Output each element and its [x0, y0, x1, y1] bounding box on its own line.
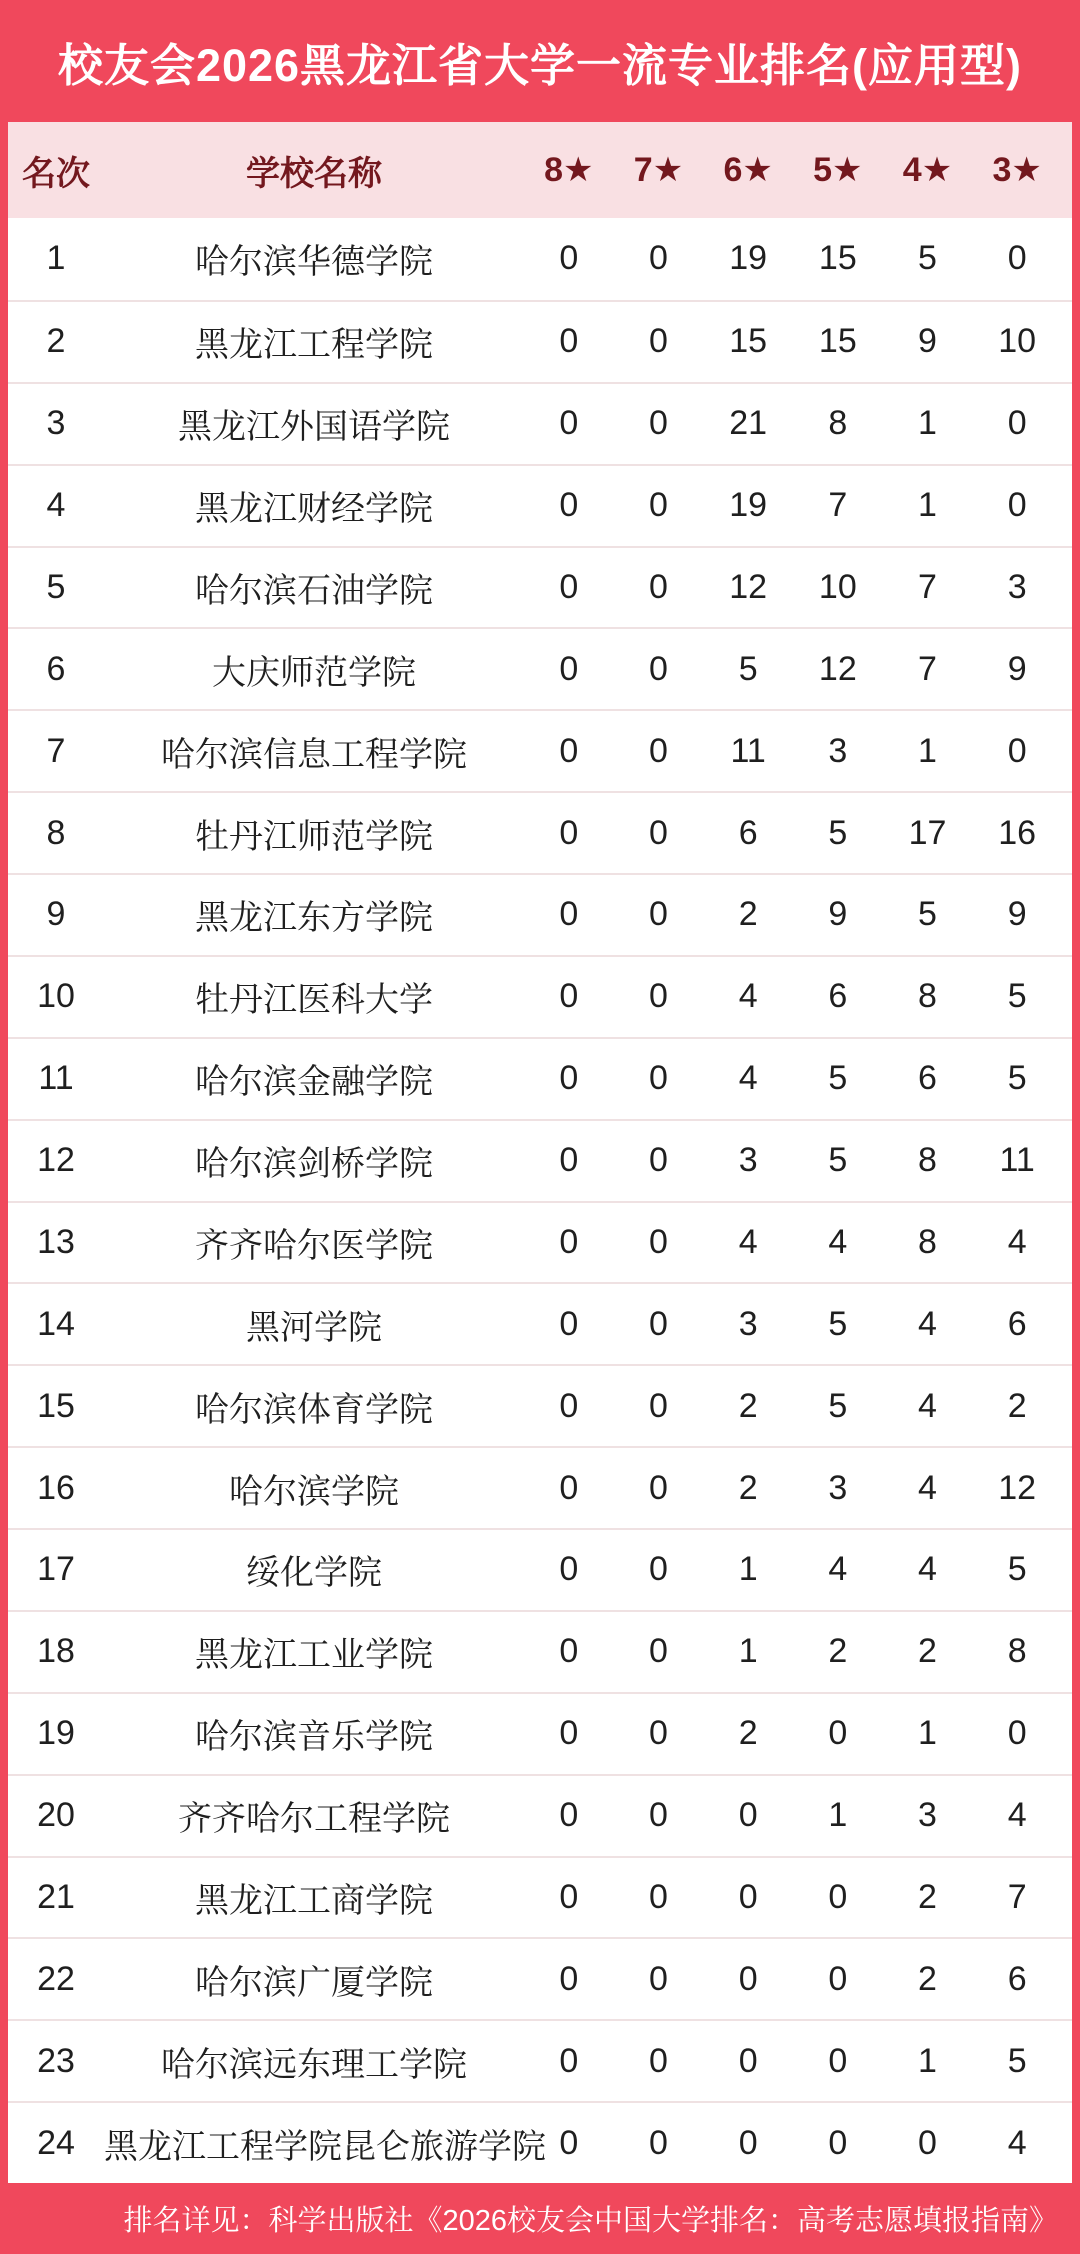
- star-count-cell: 0: [649, 1714, 668, 1753]
- school-cell: 哈尔滨石油学院: [195, 571, 433, 610]
- star-count-cell: 9: [918, 322, 937, 361]
- rank-cell: 14: [37, 1304, 75, 1343]
- star-count-cell: 0: [1007, 731, 1027, 770]
- column-header-school: 学校名称: [246, 154, 382, 193]
- star-count-cell: 8: [918, 1222, 937, 1261]
- star-count-cell: 2: [828, 1632, 848, 1671]
- star-count-cell: 1: [918, 486, 937, 525]
- star-count-cell: 0: [559, 2041, 579, 2080]
- star-count-cell: 0: [738, 2041, 758, 2080]
- star-count-cell: 5: [738, 649, 758, 688]
- star-count-cell: 0: [559, 1304, 579, 1343]
- star-count-cell: 5: [1007, 977, 1027, 1016]
- table-row: [8, 218, 1072, 300]
- star-count-cell: 2: [918, 1877, 937, 1916]
- star-count-cell: 0: [559, 567, 579, 606]
- table-row: [8, 546, 1072, 628]
- star-count-cell: 0: [828, 1877, 848, 1916]
- star-count-cell: 12: [998, 1468, 1037, 1507]
- rank-cell: 24: [37, 2123, 75, 2162]
- star-count-cell: 0: [738, 1877, 758, 1916]
- star-count-cell: 6: [1007, 1304, 1027, 1343]
- star-count-cell: 2: [738, 1714, 758, 1753]
- rank-cell: 5: [46, 567, 66, 606]
- rank-cell: 11: [38, 1059, 74, 1098]
- star-count-cell: 0: [649, 1386, 668, 1425]
- star-count-cell: 2: [918, 1959, 937, 1998]
- table-row: [8, 464, 1072, 546]
- star-count-cell: 0: [649, 322, 668, 361]
- star-count-cell: 8: [918, 1141, 937, 1180]
- star-count-cell: 4: [738, 1059, 758, 1098]
- column-header-star-4: 4★: [902, 151, 953, 189]
- star-count-cell: 4: [918, 1304, 937, 1343]
- column-header-star-6: 6★: [723, 151, 773, 189]
- title-banner: [0, 0, 1080, 122]
- star-count-cell: 4: [828, 1550, 848, 1589]
- star-count-cell: 6: [1007, 1959, 1027, 1998]
- star-count-cell: 0: [918, 2123, 937, 2162]
- table-row: [8, 2101, 1072, 2183]
- column-header-star-8: 8★: [544, 151, 594, 189]
- star-count-cell: 0: [828, 1714, 848, 1753]
- star-count-cell: 5: [1007, 1059, 1027, 1098]
- star-count-cell: 1: [738, 1632, 758, 1671]
- star-count-cell: 2: [738, 1386, 758, 1425]
- star-count-cell: 12: [818, 649, 857, 688]
- star-count-cell: 8: [828, 404, 848, 443]
- star-count-cell: 5: [828, 813, 848, 852]
- rank-cell: 1: [46, 239, 66, 278]
- star-count-cell: 15: [729, 322, 768, 361]
- star-count-cell: 6: [738, 813, 758, 852]
- star-count-cell: 8: [1007, 1632, 1027, 1671]
- rank-cell: 4: [46, 486, 66, 525]
- column-header-star-5: 5★: [813, 151, 863, 189]
- star-count-cell: 0: [828, 1959, 848, 1998]
- table-row: [8, 955, 1072, 1037]
- star-count-cell: 0: [1007, 1714, 1027, 1753]
- rank-cell: 18: [37, 1632, 75, 1671]
- school-cell: 哈尔滨华德学院: [195, 243, 433, 282]
- school-cell: 哈尔滨音乐学院: [195, 1718, 433, 1757]
- school-cell: 黑龙江工商学院: [195, 1881, 433, 1920]
- rank-cell: 8: [46, 813, 66, 852]
- star-count-cell: 5: [1007, 2041, 1027, 2080]
- star-count-cell: 0: [649, 2041, 668, 2080]
- rank-cell: 9: [46, 895, 66, 934]
- star-count-cell: 3: [738, 1141, 758, 1180]
- rank-cell: 6: [46, 649, 66, 688]
- star-count-cell: 0: [559, 1959, 579, 1998]
- table-row: [8, 1282, 1072, 1364]
- school-cell: 大庆师范学院: [212, 653, 416, 692]
- star-count-cell: 0: [559, 1059, 579, 1098]
- star-count-cell: 0: [559, 1141, 579, 1180]
- star-count-cell: 0: [1007, 486, 1027, 525]
- star-count-cell: 0: [649, 649, 668, 688]
- star-count-cell: 1: [738, 1550, 758, 1589]
- star-count-cell: 2: [738, 1468, 758, 1507]
- school-cell: 哈尔滨信息工程学院: [161, 735, 467, 774]
- star-count-cell: 5: [1007, 1550, 1027, 1589]
- rank-cell: 16: [37, 1468, 75, 1507]
- star-count-cell: 1: [918, 404, 937, 443]
- rank-cell: 7: [46, 731, 66, 770]
- footer-bar: [0, 2183, 1080, 2254]
- star-count-cell: 4: [738, 977, 758, 1016]
- star-count-cell: 0: [559, 1877, 579, 1916]
- school-cell: 黑龙江财经学院: [195, 490, 433, 529]
- school-cell: 哈尔滨远东理工学院: [161, 2045, 467, 2084]
- table-row: [8, 1774, 1072, 1856]
- star-count-cell: 0: [828, 2041, 848, 2080]
- star-count-cell: 4: [918, 1386, 937, 1425]
- star-count-cell: 0: [559, 1796, 579, 1835]
- star-count-cell: 6: [918, 1059, 937, 1098]
- star-count-cell: 6: [828, 977, 848, 1016]
- table-row: [8, 1692, 1072, 1774]
- rank-cell: 23: [37, 2041, 75, 2080]
- star-count-cell: 0: [649, 486, 668, 525]
- star-count-cell: 4: [918, 1468, 937, 1507]
- star-count-cell: 0: [559, 895, 579, 934]
- school-cell: 黑龙江东方学院: [195, 899, 433, 938]
- star-count-cell: 0: [649, 404, 668, 443]
- star-count-cell: 0: [559, 239, 579, 278]
- rank-cell: 19: [37, 1714, 75, 1753]
- school-cell: 哈尔滨剑桥学院: [195, 1145, 433, 1184]
- table-row: [8, 873, 1072, 955]
- star-count-cell: 0: [1007, 404, 1027, 443]
- school-cell: 齐齐哈尔医学院: [195, 1226, 433, 1265]
- star-count-cell: 0: [649, 1304, 668, 1343]
- star-count-cell: 0: [649, 1141, 668, 1180]
- star-count-cell: 12: [729, 567, 768, 606]
- star-count-cell: 7: [1007, 1877, 1027, 1916]
- star-count-cell: 7: [918, 567, 937, 606]
- star-count-cell: 15: [818, 239, 857, 278]
- school-cell: 绥化学院: [246, 1554, 382, 1593]
- school-cell: 黑龙江工程学院昆仑旅游学院: [104, 2127, 546, 2166]
- star-count-cell: 0: [559, 813, 579, 852]
- rank-cell: 3: [46, 404, 66, 443]
- school-cell: 黑河学院: [246, 1308, 382, 1347]
- school-cell: 齐齐哈尔工程学院: [178, 1800, 450, 1839]
- star-count-cell: 5: [828, 1059, 848, 1098]
- table-header-row: [8, 122, 1072, 218]
- star-count-cell: 1: [918, 2041, 937, 2080]
- rank-cell: 13: [37, 1222, 75, 1261]
- table-row: [8, 2019, 1072, 2101]
- table-row: [8, 1201, 1072, 1283]
- star-count-cell: 0: [559, 977, 579, 1016]
- star-count-cell: 5: [828, 1141, 848, 1180]
- star-count-cell: 0: [649, 1877, 668, 1916]
- star-count-cell: 0: [559, 486, 579, 525]
- star-count-cell: 0: [559, 1550, 579, 1589]
- star-count-cell: 0: [828, 2123, 848, 2162]
- table-row: [8, 300, 1072, 382]
- column-header-star-3: 3★: [992, 151, 1042, 189]
- table-row: [8, 1446, 1072, 1528]
- star-count-cell: 5: [828, 1386, 848, 1425]
- star-count-cell: 0: [649, 567, 668, 606]
- star-count-cell: 0: [559, 649, 579, 688]
- star-count-cell: 4: [1007, 1222, 1027, 1261]
- star-count-cell: 16: [998, 813, 1037, 852]
- star-count-cell: 1: [828, 1796, 848, 1835]
- star-count-cell: 2: [738, 895, 758, 934]
- star-count-cell: 0: [1007, 239, 1027, 278]
- star-count-cell: 19: [729, 239, 768, 278]
- star-count-cell: 0: [559, 1468, 579, 1507]
- school-cell: 哈尔滨学院: [229, 1472, 399, 1511]
- rank-cell: 15: [37, 1386, 75, 1425]
- star-count-cell: 10: [998, 322, 1037, 361]
- table-row: [8, 1119, 1072, 1201]
- rank-cell: 12: [37, 1141, 75, 1180]
- school-cell: 哈尔滨广厦学院: [195, 1963, 433, 2002]
- star-count-cell: 15: [818, 322, 857, 361]
- star-count-cell: 0: [649, 1222, 668, 1261]
- star-count-cell: 9: [828, 895, 848, 934]
- star-count-cell: 4: [1007, 2123, 1027, 2162]
- school-cell: 黑龙江工程学院: [195, 326, 433, 365]
- star-count-cell: 0: [649, 2123, 668, 2162]
- school-cell: 牡丹江医科大学: [195, 981, 433, 1020]
- star-count-cell: 0: [559, 1714, 579, 1753]
- star-count-cell: 8: [918, 977, 937, 1016]
- star-count-cell: 0: [649, 1959, 668, 1998]
- star-count-cell: 2: [918, 1632, 937, 1671]
- star-count-cell: 1: [918, 731, 937, 770]
- rank-cell: 20: [37, 1796, 75, 1835]
- star-count-cell: 11: [999, 1141, 1035, 1180]
- star-count-cell: 0: [738, 1959, 758, 1998]
- star-count-cell: 21: [729, 404, 768, 443]
- star-count-cell: 4: [918, 1550, 937, 1589]
- star-count-cell: 0: [649, 895, 668, 934]
- rank-cell: 10: [37, 977, 75, 1016]
- star-count-cell: 5: [918, 895, 937, 934]
- star-count-cell: 10: [818, 567, 857, 606]
- star-count-cell: 0: [649, 813, 668, 852]
- rank-cell: 2: [46, 322, 66, 361]
- star-count-cell: 3: [828, 1468, 848, 1507]
- star-count-cell: 1: [918, 1714, 937, 1753]
- table-row: [8, 1037, 1072, 1119]
- star-count-cell: 0: [649, 1468, 668, 1507]
- star-count-cell: 0: [559, 1222, 579, 1261]
- school-cell: 黑龙江外国语学院: [178, 408, 450, 447]
- star-count-cell: 0: [649, 1632, 668, 1671]
- table-row: [8, 1856, 1072, 1938]
- table-row: [8, 1610, 1072, 1692]
- star-count-cell: 19: [729, 486, 768, 525]
- star-count-cell: 0: [559, 404, 579, 443]
- star-count-cell: 0: [649, 239, 668, 278]
- school-cell: 牡丹江师范学院: [195, 817, 433, 856]
- star-count-cell: 0: [649, 977, 668, 1016]
- school-cell: 哈尔滨体育学院: [195, 1390, 433, 1429]
- star-count-cell: 3: [1007, 567, 1027, 606]
- table-row: [8, 382, 1072, 464]
- star-count-cell: 0: [649, 1796, 668, 1835]
- star-count-cell: 3: [828, 731, 848, 770]
- star-count-cell: 0: [559, 1386, 579, 1425]
- footer-citation: 排名详见：科学出版社《2026校友会中国大学排名：高考志愿填报指南》: [123, 2205, 1058, 2237]
- rank-cell: 17: [37, 1550, 75, 1589]
- star-count-cell: 5: [828, 1304, 848, 1343]
- star-count-cell: 0: [559, 1632, 579, 1671]
- rank-cell: 21: [37, 1877, 75, 1916]
- table-row: [8, 791, 1072, 873]
- star-count-cell: 4: [828, 1222, 848, 1261]
- star-count-cell: 9: [1007, 895, 1027, 934]
- ranking-table: [8, 122, 1072, 2183]
- star-count-cell: 9: [1007, 649, 1027, 688]
- star-count-cell: 7: [918, 649, 937, 688]
- star-count-cell: 3: [738, 1304, 758, 1343]
- star-count-cell: 7: [828, 486, 848, 525]
- star-count-cell: 0: [649, 1550, 668, 1589]
- school-cell: 哈尔滨金融学院: [195, 1063, 433, 1102]
- star-count-cell: 0: [559, 2123, 579, 2162]
- star-count-cell: 0: [559, 322, 579, 361]
- table-row: [8, 1364, 1072, 1446]
- column-header-star-7: 7★: [633, 151, 684, 189]
- school-cell: 黑龙江工业学院: [195, 1636, 433, 1675]
- star-count-cell: 4: [738, 1222, 758, 1261]
- table-body: [8, 218, 1072, 2183]
- rank-cell: 22: [37, 1959, 75, 1998]
- star-count-cell: 0: [559, 731, 579, 770]
- star-count-cell: 2: [1007, 1386, 1027, 1425]
- table-row: [8, 627, 1072, 709]
- star-count-cell: 0: [649, 1059, 668, 1098]
- star-count-cell: 4: [1007, 1796, 1027, 1835]
- table-row: [8, 709, 1072, 791]
- star-count-cell: 0: [649, 731, 668, 770]
- column-header-rank: 名次: [22, 154, 90, 193]
- star-count-cell: 0: [738, 1796, 758, 1835]
- star-count-cell: 0: [738, 2123, 758, 2162]
- star-count-cell: 5: [918, 239, 937, 278]
- star-count-cell: 17: [908, 813, 947, 852]
- page-title: 校友会2026黑龙江省大学一流专业排名(应用型): [57, 39, 1023, 91]
- table-row: [8, 1937, 1072, 2019]
- star-count-cell: 11: [730, 731, 766, 770]
- table-row: [8, 1528, 1072, 1610]
- star-count-cell: 3: [918, 1796, 937, 1835]
